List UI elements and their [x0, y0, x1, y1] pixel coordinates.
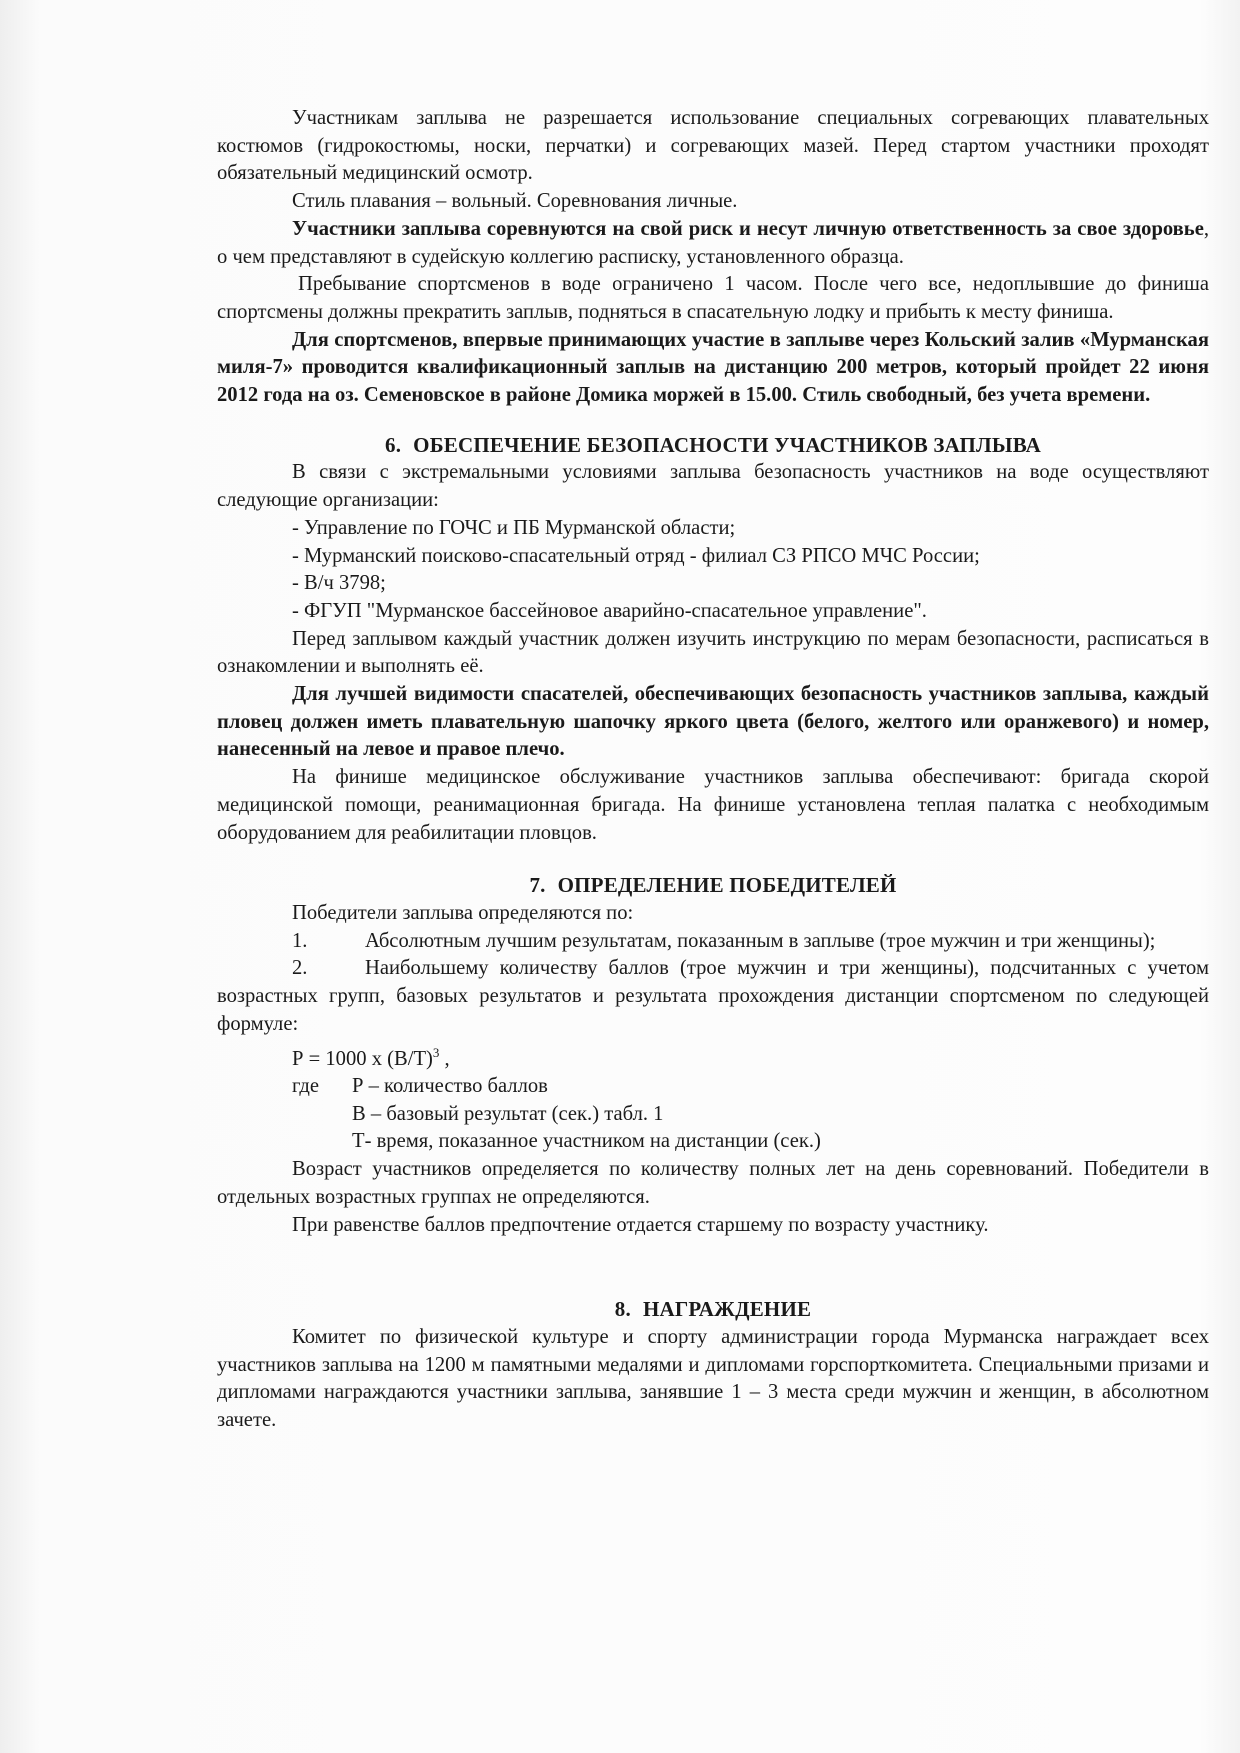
qualification-bold: Для спортсменов, впервые принимающих участие в заплыве через Кольский залив «Мурманская миля-7» проводится квалификационный заплыв на дистанцию 200 метров, который пройдет 22 июня 2012 года на оз. Семеновское в районе Домика моржей в 15.00. Стиль свободный, без учета времени.	[217, 328, 1209, 407]
formula-legend-t: Т- время, показанное участником на дистанции (сек.)	[352, 1130, 821, 1153]
scoring-formula	[217, 1039, 1209, 1074]
paragraph-qualification	[217, 327, 1209, 410]
section-7-number: 7.	[529, 873, 546, 898]
formula-main: Р = 1000 х (В/Т)	[292, 1047, 433, 1070]
section-7-title: ОПРЕДЕЛЕНИЕ ПОБЕДИТЕЛЕЙ	[557, 873, 897, 898]
org-list-item: - ФГУП "Мурманское бассейновое аварийно-спасательное управление".	[292, 599, 927, 622]
paragraph-equipment-rules: Участникам заплыва не разрешается использование специальных согревающих плавательных костюмов (гидрокостюмы, носки, перчатки) и согревающих мазей. Перед стартом участники проходят обязательный медицинский осмотр.	[217, 107, 1209, 185]
paragraph-tie-break: При равенстве баллов предпочтение отдается старшему по возрасту участнику.	[292, 1213, 989, 1236]
section-8-title: НАГРАЖДЕНИЕ	[642, 1297, 812, 1322]
paragraph-safety-intro: В связи с экстремальными условиями заплыва безопасность участников на воде осуществляют следующие организации:	[217, 461, 1209, 512]
org-list-item: - Управление по ГОЧС и ПБ Мурманской области;	[292, 516, 736, 539]
own-risk-bold: Участники заплыва соревнуются на свой риск и несут личную ответственность за свое здоровье	[292, 217, 1204, 240]
section-6-number: 6.	[385, 432, 402, 457]
section-6-title: ОБЕСПЕЧЕНИЕ БЕЗОПАСНОСТИ УЧАСТНИКОВ ЗАПЛЫВА	[413, 432, 1041, 457]
visibility-bold: Для лучшей видимости спасателей, обеспечивающих безопасность участников заплыва, каждый пловец должен иметь плавательную шапочку яркого цвета (белого, желтого или оранжевого) и номер, нанесенный на левое и правое плечо.	[217, 683, 1209, 761]
section-6-heading	[217, 432, 1209, 460]
org-list-item: - В/ч 3798;	[292, 572, 386, 595]
section-8-number: 8.	[614, 1297, 631, 1322]
paragraph-awards: Комитет по физической культуре и спорту администрации города Мурманска награждает всех участников заплыва на 1200 м памятными медалями и дипломами горспорткомитета. Специальными призами и дипломами награждаются участники заплыва, занявшие 1 – 3 места среди мужчин и женщин, в абсолютном зачете.	[217, 1325, 1209, 1432]
paragraph-own-risk	[217, 216, 1209, 271]
paragraph-winners-intro: Победители заплыва определяются по:	[292, 901, 634, 924]
winners-list-item-2	[217, 955, 1209, 1038]
section-7-heading	[217, 872, 1209, 900]
formula-exponent: 3	[432, 1044, 440, 1060]
formula-legend-p	[217, 1073, 1209, 1101]
list-text: Наибольшему количеству баллов (трое мужчин и три женщины), подсчитанных с учетом возрастных групп, базовых результатов и результата прохождения дистанции спортсменом по следующей формуле:	[217, 957, 1209, 1035]
paragraph-safety-instruction: Перед заплывом каждый участник должен изучить инструкцию по мерам безопасности, расписаться в ознакомлении и выполнять её.	[217, 627, 1209, 678]
paragraph-medical: На финише медицинское обслуживание участников заплыва обеспечивают: бригада скорой медицинской помощи, реанимационная бригада. На финише установлена теплая палатка с необходимым оборудованием для реабилитации пловцов.	[217, 766, 1209, 844]
formula-legend-b: В – базовый результат (сек.) табл. 1	[352, 1102, 664, 1125]
where-word: где	[292, 1075, 320, 1098]
document-body	[217, 105, 1209, 1435]
paragraph-visibility	[217, 681, 1209, 764]
list-number: 1.	[292, 929, 308, 952]
paragraph-age: Возраст участников определяется по количеству полных лет на день соревнований. Победители в отдельных возрастных группах не определяются.	[217, 1158, 1209, 1208]
formula-tail: ,	[439, 1047, 450, 1070]
legend-text: Р – количество баллов	[352, 1075, 548, 1098]
list-text: Абсолютным лучшим результатам, показанным в заплыве (трое мужчин и три женщины);	[365, 929, 1156, 952]
section-8-heading	[217, 1296, 1209, 1324]
paragraph-swim-style: Стиль плавания – вольный. Соревнования личные.	[292, 190, 738, 213]
own-risk-rest: , о чем представляют в судейскую коллегию расписку, установленного образца.	[217, 217, 1209, 268]
org-list-item: - Мурманский поисково-спасательный отряд - филиал СЗ РПСО МЧС России;	[292, 544, 980, 567]
winners-list-item-1	[217, 928, 1209, 956]
paragraph-time-limit: Пребывание спортсменов в воде ограничено 1 часом. После чего все, недоплывшие до финиша спортсмены должны прекратить заплыв, подняться в спасательную лодку и прибыть к месту финиша.	[217, 273, 1209, 323]
list-number: 2.	[292, 957, 308, 980]
